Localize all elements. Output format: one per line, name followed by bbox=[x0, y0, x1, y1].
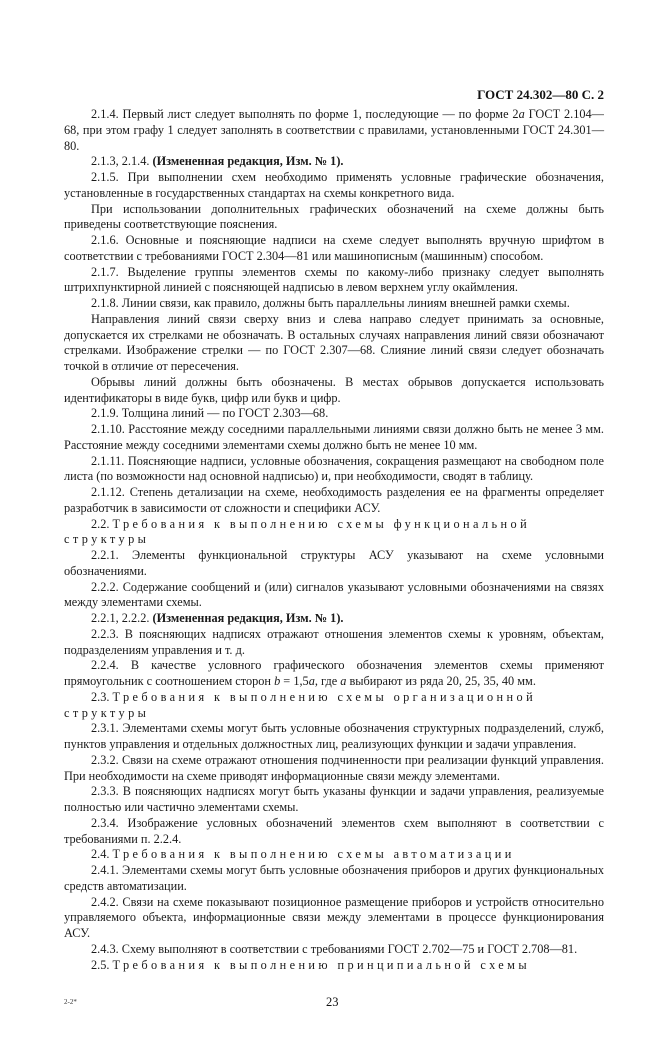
paragraph-2-2-4: 2.2.4. В качестве условного графического обозначения элементов схемы применяют прямоугольник с соотношением сторон b = 1,5a, где a выбирают из ряда 20, 25, 35, 40 мм. bbox=[64, 658, 604, 688]
paragraph-2-3-1: 2.3.1. Элементами схемы могут быть условные обозначения структурных подразделений, служб, пунктов управления и отдельных должностных лиц, реализующих функции и задачи управления. bbox=[64, 721, 604, 751]
paragraph-2-3-3: 2.3.3. В поясняющих надписях могут быть указаны функции и задачи управления, реализуемые полностью или частично элементами схемы. bbox=[64, 784, 604, 814]
page-number: 23 bbox=[326, 995, 339, 1010]
section-heading-2-2: 2.2. Требования к выполнению схемы функциональной структуры bbox=[64, 516, 531, 547]
paragraph-2-2-2: 2.2.2. Содержание сообщений и (или) сигналов указывают условными обозначениями на связях между элементами схемы. bbox=[64, 579, 604, 610]
page-header: ГОСТ 24.302—80 С. 2 bbox=[477, 87, 604, 102]
signature-mark: 2-2* bbox=[64, 998, 77, 1007]
section-heading-2-4: 2.4. Требования к выполнению схемы автоматизации bbox=[91, 847, 515, 862]
paragraph-2-3-2: 2.3.2. Связи на схеме отражают отношения подчиненности при реализации функций управления. При необходимости на схеме приводят информационные связи между элементами. bbox=[64, 752, 604, 783]
page-footer bbox=[64, 995, 604, 1015]
paragraph-2-1-8: 2.1.8. Линии связи, как правило, должны быть параллельны линиям внешней рамки схемы. bbox=[91, 296, 570, 310]
paragraph-2-1-8-breaks: Обрывы линий должны быть обозначены. В местах обрывов допускается использовать идентификаторы в виде букв, цифр или букв и цифр. bbox=[64, 374, 604, 405]
paragraph-2-1-6: 2.1.6. Основные и поясняющие надписи на схеме следует выполнять вручную шрифтом в соответствии с требованиями ГОСТ 2.304—81 или машинописным (машинным) способом. bbox=[64, 233, 604, 263]
paragraph-2-1-11: 2.1.11. Поясняющие надписи, условные обозначения, сокращения размещают на свободном поле листа (по возможности над основной надписью) и, при необходимости, сводят в таблицу. bbox=[64, 453, 604, 484]
paragraph-2-4-3: 2.4.3. Схему выполняют в соответствии с требованиями ГОСТ 2.702—75 и ГОСТ 2.708—81. bbox=[91, 941, 578, 956]
amendment-note-2-2-1: 2.2.1, 2.2.2. (Измененная редакция, Изм. № 1). bbox=[91, 611, 344, 625]
document-body bbox=[64, 107, 604, 973]
paragraph-2-2-1: 2.2.1. Элементы функциональной структуры АСУ указывают на схеме условными обозначениями. bbox=[64, 548, 604, 578]
paragraph-2-4-1: 2.4.1. Элементами схемы могут быть условные обозначения приборов и других функциональных средств автоматизации. bbox=[64, 863, 604, 893]
paragraph-2-1-7: 2.1.7. Выделение группы элементов схемы по какому-либо признаку следует выполнять штрихпунктирной линией с поясняющей надписью в левом верхнем углу окаймления. bbox=[64, 264, 604, 295]
paragraph-2-1-4: 2.1.4. Первый лист следует выполнять по форме 1, последующие — по форме 2а ГОСТ 2.104—68, при этом графу 1 следует заполнять в соответствии с правилами, установленными ГОСТ 24.301—80. bbox=[64, 107, 604, 153]
paragraph-2-3-4: 2.3.4. Изображение условных обозначений элементов схем выполняют в соответствии с требованиями п. 2.2.4. bbox=[64, 815, 604, 846]
paragraph-2-1-9: 2.1.9. Толщина линий — по ГОСТ 2.303—68. bbox=[91, 406, 329, 421]
paragraph-2-1-5-continued: При использовании дополнительных графических обозначений на схеме должны быть приведены соответствующие пояснения. bbox=[64, 201, 604, 232]
paragraph-2-1-10: 2.1.10. Расстояние между соседними параллельными линиями связи должно быть не менее 3 мм. Расстояние между соседними элементами схемы должно быть не менее 10 мм. bbox=[64, 422, 604, 452]
amendment-note-2-1-3: 2.1.3, 2.1.4. (Измененная редакция, Изм. № 1). bbox=[91, 154, 344, 169]
paragraph-2-4-2: 2.4.2. Связи на схеме показывают позиционное размещение приборов и устройств относительно управляемого объекта, информационные связи между элементами в процессе функционирования АСУ. bbox=[64, 894, 604, 940]
section-heading-2-5: 2.5. Требования к выполнению принципиальной схемы bbox=[91, 957, 531, 972]
paragraph-2-1-8-directions: Направления линий связи сверху вниз и слева направо следует принимать за основные, допускается их стрелками не обозначать. В остальных случаях направления линий связи обозначают стрелками. Изображение стрелки — по ГОСТ 2.307—68. Слияние линий связи следует обозначать точкой в отличие от пересечения. bbox=[64, 311, 604, 373]
paragraph-2-1-5: 2.1.5. При выполнении схем необходимо применять условные графические обозначения, установленные в государственных стандартах на схемы конкретного вида. bbox=[64, 170, 604, 200]
paragraph-2-2-3: 2.2.3. В поясняющих надписях отражают отношения элементов схемы к уровням, объектам, подразделениям управления и т. д. bbox=[64, 626, 604, 657]
section-heading-2-3: 2.3. Требования к выполнению схемы организационной структуры bbox=[64, 689, 537, 720]
paragraph-2-1-12: 2.1.12. Степень детализации на схеме, необходимость разделения ее на фрагменты определяет разработчик в зависимости от сложности и специфики АСУ. bbox=[64, 485, 604, 515]
